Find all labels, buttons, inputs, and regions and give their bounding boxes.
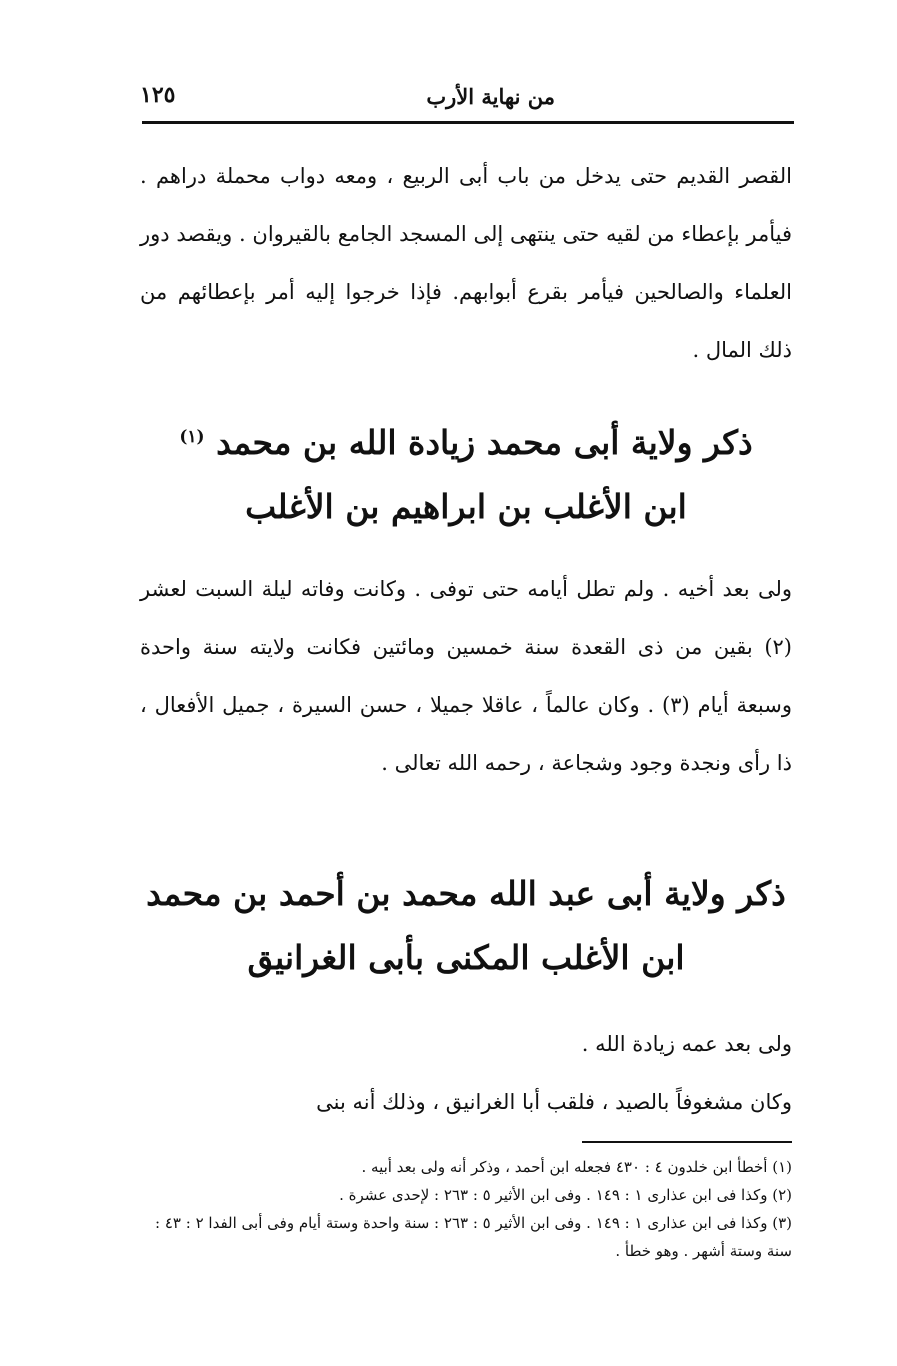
paragraph-continuation: القصر القديم حتى يدخل من باب أبى الربيع ، ومعه دواب محملة دراهم . فيأمر بإعطاء من لقيه حتى ينتهى إلى المسجد الجامع بالقيروان . ويقصد دور العلماء والصالحين فيأمر بقرع أبوابهم. فإذا خرجوا إليه أمر بإعطائهم من ذلك المال . <box>140 164 792 362</box>
running-title: من نهاية الأرب <box>426 84 555 109</box>
footnote-1: (١) أخطأ ابن خلدون ٤ : ٤٣٠ فجعله ابن أحمد ، وذكر أنه ولى بعد أبيه . <box>361 1158 792 1176</box>
heading-line-1: ذكر ولاية أبى عبد الله محمد بن أحمد بن محمد <box>146 874 786 913</box>
page-number: ١٢٥ <box>140 82 176 108</box>
heading-line-2: ابن الأغلب بن ابراهيم بن الأغلب <box>245 487 687 526</box>
section-heading-abu-al-gharaniq <box>140 862 792 990</box>
footnote-2: (٢) وكذا فى ابن عذارى ١ : ١٤٩ . وفى ابن الأثير ٥ : ٢٦٣ : لإحدى عشرة . <box>339 1186 792 1204</box>
footnote-marker-1: (١) <box>179 427 205 447</box>
footnotes <box>140 1153 792 1265</box>
paragraph-hunting: وكان مشغوفاً بالصيد ، فلقب أبا الغرانيق ، وذلك أنه بنى <box>316 1090 792 1114</box>
heading-line-1: ذكر ولاية أبى محمد زيادة الله بن محمد <box>216 423 753 462</box>
section-heading-ziyadat-allah <box>140 405 792 539</box>
paragraph-succession: ولى بعد عمه زيادة الله . <box>581 1032 792 1056</box>
footnote-3: (٣) وكذا فى ابن عذارى ١ : ١٤٩ . وفى ابن الأثير ٥ : ٢٦٣ : سنة واحدة وستة أيام وفى أبى الفدا ٢ : ٤٣ : سنة وستة أشهر . وهو خطأ . <box>155 1214 792 1260</box>
footnote-rule <box>582 1141 792 1143</box>
heading-line-2: ابن الأغلب المكنى بأبى الغرانيق <box>247 938 685 977</box>
header-rule <box>142 121 794 124</box>
paragraph-ziyadat-allah: ولى بعد أخيه . ولم تطل أيامه حتى توفى . وكانت وفاته ليلة السبت لعشر (٢) بقين من ذى القعدة سنة خمسين ومائتين فكانت ولايته سنة واحدة وسبعة أيام (٣) . وكان عالماً ، عاقلا جميلا ، حسن السيرة ، جميل الأفعال ، ذا رأى ونجدة وجود وشجاعة ، رحمه الله تعالى . <box>140 577 792 775</box>
running-header <box>140 80 795 116</box>
